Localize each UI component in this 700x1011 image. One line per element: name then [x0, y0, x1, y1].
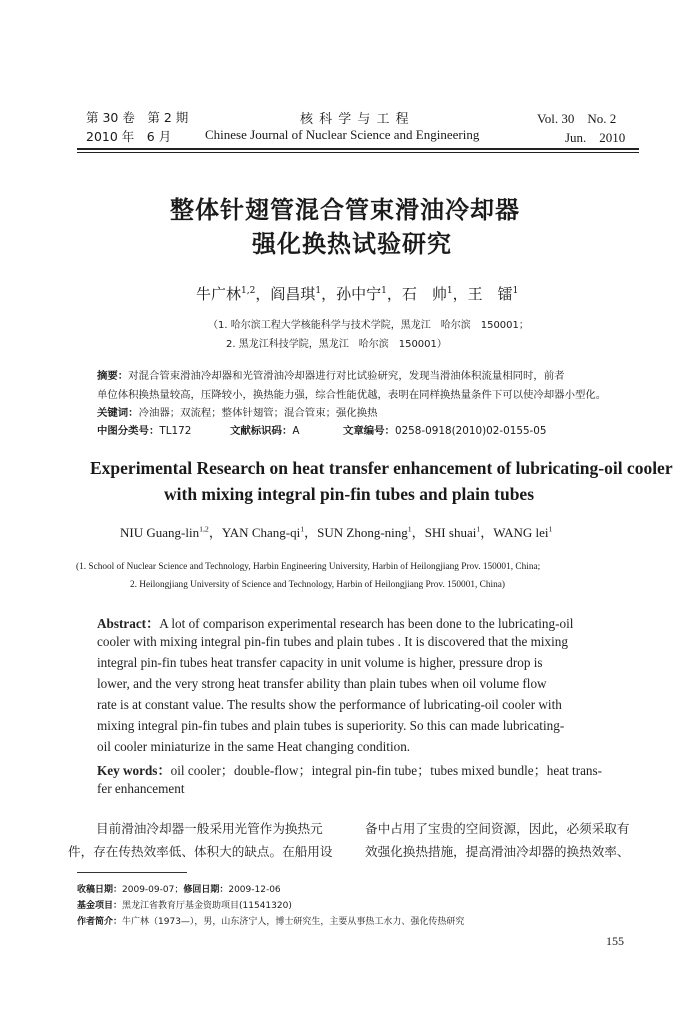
- abstract-en-line5: rate is at constant value. The results show the performance of lubricating-oil cooler with: [97, 697, 562, 712]
- keywords-cn-label: 关键词：: [97, 407, 139, 419]
- author-cn-sup: 1: [446, 286, 453, 296]
- keywords-en-line2: fer enhancement: [97, 781, 185, 796]
- abstract-cn-line1: 摘要：对混合管束滑油冷却器和光管滑油冷却器进行对比试验研究，发现当滑油体积流量相同时，前者: [97, 370, 565, 382]
- body-left-line2: 件，存在传热效率低、体积大的缺点。在船用设: [68, 844, 333, 859]
- title-en-line2: with mixing integral pin-fin tubes and plain tubes: [164, 484, 535, 504]
- author-en: WANG lei: [493, 525, 549, 540]
- author-en-sup: 1: [300, 524, 305, 534]
- author-cn: 石 帅: [401, 285, 447, 303]
- header-journal-cn: 核 科 学 与 工 程: [300, 112, 410, 127]
- keywords-en-label: Key words：: [97, 763, 171, 778]
- header-journal-en: Chinese Journal of Nuclear Science and Engineering: [205, 127, 480, 142]
- abstract-en-line7: oil cooler miniaturize in the same Heat changing condition.: [97, 739, 411, 754]
- authors-en: [120, 522, 552, 541]
- footnote-rule: [77, 872, 187, 873]
- author-cn: 孙中宁: [336, 285, 382, 303]
- author-cn: 牛广林: [196, 285, 242, 303]
- affiliation-en-line1: (1. School of Nuclear Science and Technology, Harbin Engineering University, Harbin of Heilongjiang Prov. 150001, China;: [76, 562, 541, 572]
- author-en: YAN Chang-qi: [221, 525, 301, 540]
- abstract-cn-label: 摘要：: [97, 370, 129, 382]
- author-en: SUN Zhong-ning: [317, 525, 408, 540]
- author-cn-sup: 1: [315, 286, 322, 296]
- header-volume-issue-cn: 第 30 卷 第 2 期: [86, 110, 189, 125]
- clc-number: 中图分类号：TL172: [97, 425, 192, 437]
- page-number: 155: [606, 934, 624, 948]
- header-volume-issue-en: Vol. 30 No. 2: [537, 111, 617, 126]
- keywords-en-line1: Key words：oil cooler；double-flow；integral pin-fin tube；tubes mixed bundle；heat trans-: [97, 763, 603, 778]
- author-en-sup: 1: [476, 524, 481, 534]
- author-sep: ，: [304, 525, 318, 540]
- body-left-line1: 目前滑油冷却器一般采用光管作为换热元: [96, 821, 323, 836]
- affiliation-cn-line1: （1. 哈尔滨工程大学核能科学与技术学院，黑龙江 哈尔滨 150001；: [208, 320, 529, 331]
- header-month-year-en: Jun. 2010: [565, 130, 626, 145]
- abstract-en-line2: cooler with mixing integral pin-fin tubes and plain tubes . It is discovered that the mixing: [97, 634, 568, 649]
- author-en-sup: 1,2: [199, 524, 209, 534]
- abstract-en-line4: lower, and the very strong heat transfer ability than plain tubes when oil volume flow: [97, 676, 547, 691]
- body-right-line1: 备中占用了宝贵的空间资源，因此，必须采取有: [365, 821, 630, 836]
- abstract-en-line6: mixing integral pin-fin tubes and plain tubes is superiority. So this can made lubricating-: [97, 718, 565, 733]
- author-sep: ，: [411, 525, 425, 540]
- title-en-line1: Experimental Research on heat transfer enhancement of lubricating-oil cooler: [90, 458, 673, 478]
- footnote-dates: 收稿日期：2009-09-07；修回日期：2009-12-06: [77, 885, 281, 895]
- header-year-month-cn: 2010 年 6 月: [86, 129, 172, 144]
- title-cn-line1: 整体针翅管混合管束滑油冷却器: [170, 196, 520, 224]
- affiliation-en-line2: 2. Heilongjiang University of Science and Technology, Harbin of Heilongjiang Prov. 150001, China): [130, 580, 505, 590]
- header-rule-thick: [77, 148, 639, 150]
- author-cn: 王 镭: [467, 285, 513, 303]
- author-en-sup: 1: [548, 524, 553, 534]
- author-sep: ，: [386, 285, 402, 303]
- author-cn-sup: 1,2: [241, 286, 256, 296]
- keywords-cn: 关键词：冷油器；双流程；整体针翅管；混合管束；强化换热: [97, 407, 378, 419]
- author-sep: ，: [208, 525, 222, 540]
- abstract-en-label: Abstract：: [97, 616, 160, 631]
- abstract-cn-line2: 单位体积换热量较高，压降较小，换热能力强，综合性能优越，表明在同样换热量条件下可以使冷却器小型化。: [97, 389, 607, 401]
- author-en: NIU Guang-lin: [120, 525, 200, 540]
- author-sep: ，: [480, 525, 494, 540]
- header-rule-thin: [77, 152, 639, 153]
- author-en: SHI shuai: [424, 525, 477, 540]
- document-code: 文献标识码：A: [230, 425, 300, 437]
- affiliation-cn-line2: 2. 黑龙江科技学院，黑龙江 哈尔滨 150001）: [226, 339, 447, 350]
- author-sep: ，: [452, 285, 468, 303]
- author-en-sup: 1: [407, 524, 412, 534]
- author-sep: ，: [255, 285, 271, 303]
- author-cn-sup: 1: [512, 286, 519, 296]
- title-cn-line2: 强化换热试验研究: [252, 230, 452, 258]
- body-right-line2: 效强化换热措施，提高滑油冷却器的换热效率、: [365, 844, 630, 859]
- author-sep: ，: [321, 285, 337, 303]
- article-number: 文章编号：0258-0918(2010)02-0155-05: [343, 425, 547, 437]
- author-cn-sup: 1: [381, 286, 387, 296]
- abstract-en-line3: integral pin-fin tubes heat transfer capacity in unit volume is higher, pressure drop is: [97, 655, 543, 670]
- footnote-fund: 基金项目：黑龙江省教育厅基金资助项目(11541320): [77, 901, 292, 911]
- abstract-en-line1: Abstract：A lot of comparison experimental research has been done to the lubricating-oil: [97, 616, 574, 631]
- author-cn: 阎昌琪: [270, 285, 316, 303]
- authors-cn: [196, 283, 518, 304]
- footnote-author: 作者简介：牛广林（1973—），男，山东济宁人，博士研究生，主要从事热工水力、强化传热研究: [77, 917, 465, 927]
